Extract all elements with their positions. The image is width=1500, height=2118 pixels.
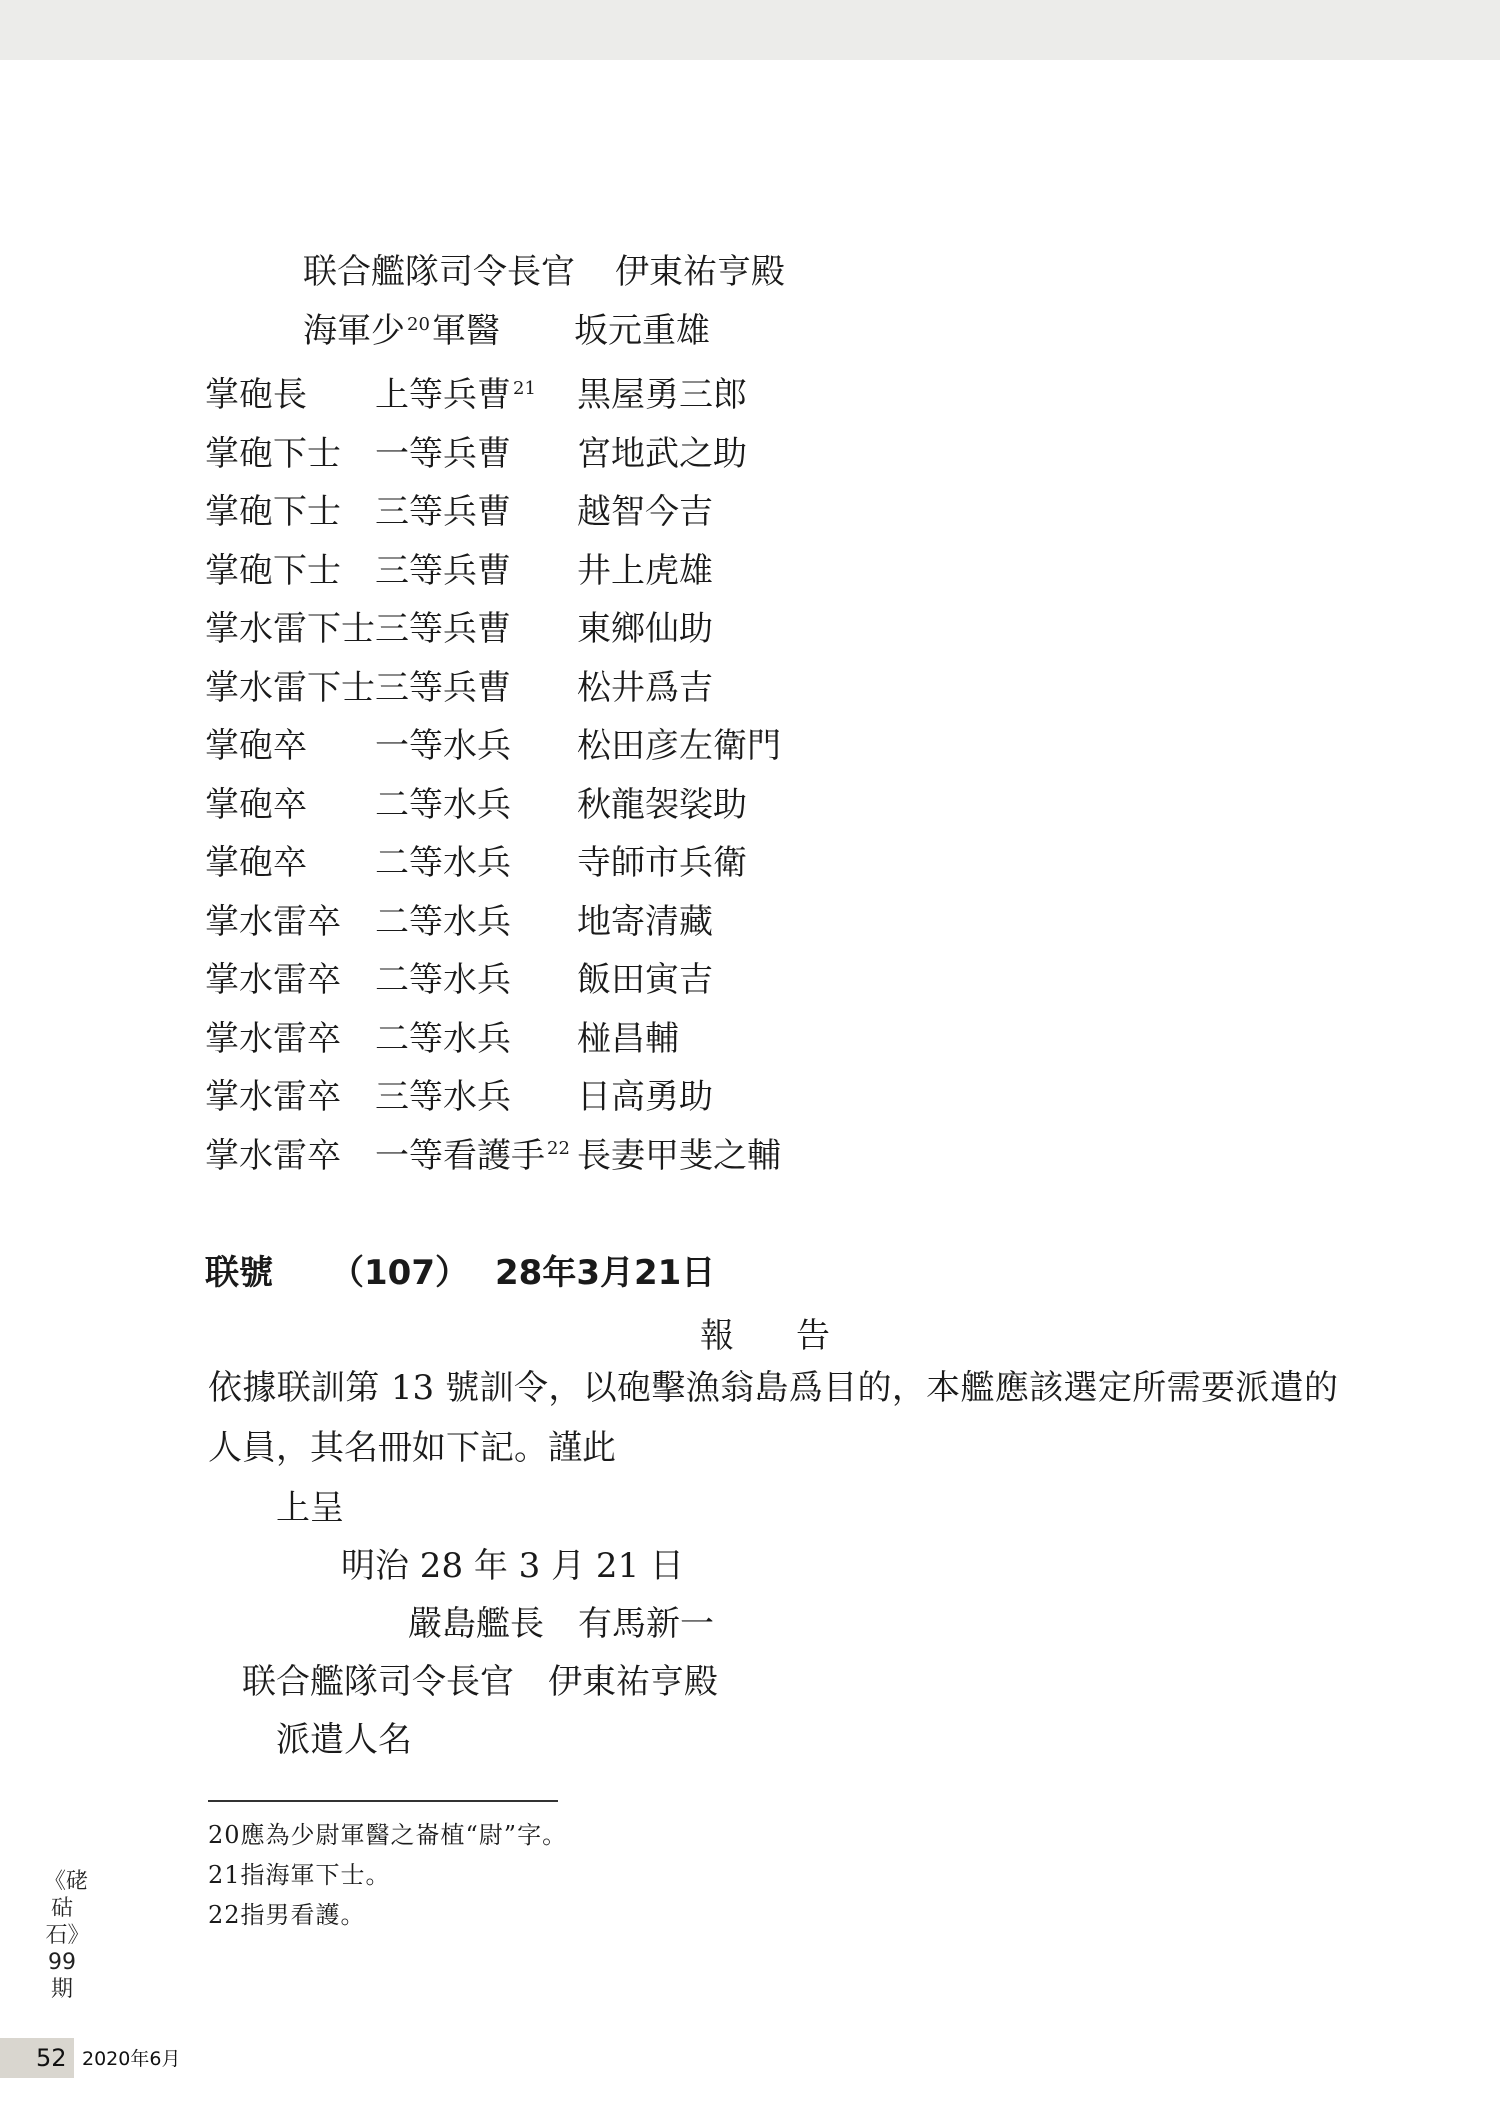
roster-post: 掌水雷卒 (205, 901, 341, 942)
footnote-ref-21: 21 (513, 377, 536, 399)
roster-post: 掌砲下士 (205, 492, 341, 532)
roster-name: 長妻甲斐之輔 (577, 1135, 781, 1176)
header-doctor-rank-b: 軍醫 (431, 311, 500, 351)
footnote-rule (208, 1800, 558, 1802)
report-recipient: 联合艦隊司令長官 伊東祐亨殿 (242, 1662, 718, 1702)
roster-name: 松井爲吉 (577, 667, 713, 708)
roster-name: 東鄉仙助 (577, 609, 713, 649)
roster-post: 掌砲卒 (205, 784, 307, 825)
roster-rank (375, 717, 511, 776)
roster-rank (375, 542, 511, 601)
section-number: （107） (330, 1253, 469, 1293)
report-list-heading: 派遣人名 (276, 1720, 412, 1760)
roster-name: 越智今吉 (577, 492, 713, 532)
roster-post: 掌水雷下士 (205, 609, 375, 649)
page-number: 52 (36, 2044, 67, 2072)
roster-post: 掌水雷卒 (205, 1018, 341, 1059)
header-recipient-line (303, 250, 785, 294)
footnote-ref-20: 20 (407, 313, 430, 335)
header-doctor-name: 坂元重雄 (574, 311, 710, 351)
roster-name: 宮地武之助 (577, 433, 747, 474)
roster-rank (375, 483, 511, 542)
roster-rank-text: 二等水兵 (375, 960, 511, 1000)
roster-rank-text: 二等水兵 (375, 1018, 511, 1059)
roster-rank (375, 893, 511, 952)
roster-rank (375, 425, 511, 484)
roster-name: 椪昌輔 (577, 1018, 679, 1059)
roster-rank (375, 951, 511, 1010)
roster-rank-text: 一等看護手 (375, 1135, 545, 1176)
roster-rank-text: 三等兵曹 (375, 492, 511, 532)
roster-name: 寺師市兵衛 (577, 843, 747, 883)
header-recipient-title: 联合艦隊司令長官 (303, 252, 575, 292)
roster-rank-text: 一等兵曹 (375, 433, 511, 474)
roster-rank-text: 一等水兵 (375, 726, 511, 766)
roster-rank (375, 1127, 572, 1186)
header-doctor-line (303, 309, 710, 353)
roster-rank (375, 1010, 511, 1069)
roster-rank-text: 二等水兵 (375, 843, 511, 883)
roster-name: 秋龍袈裟助 (577, 784, 747, 825)
section-label: 联號 (205, 1253, 273, 1293)
roster-rank-text: 三等兵曹 (375, 609, 511, 649)
journal-title-vertical: 《硓𥑮石》99期 (44, 1869, 89, 2002)
section-date: 28年3月21日 (495, 1253, 716, 1293)
roster-post: 掌水雷下士 (205, 667, 375, 708)
report-date: 明治 28 年 3 月 21 日 (341, 1546, 685, 1586)
roster-rank-text: 上等兵曹 (375, 375, 511, 415)
roster-post: 掌砲卒 (205, 843, 307, 883)
roster-rank (375, 776, 511, 835)
roster-rank-text: 三等水兵 (375, 1077, 511, 1117)
roster-rank-text: 二等水兵 (375, 784, 511, 825)
issue-date: 2020年6月 (82, 2048, 181, 2070)
roster-post: 掌水雷卒 (205, 1077, 341, 1117)
roster-rank (375, 600, 511, 659)
header-doctor-rank-a: 海軍少 (303, 311, 405, 351)
roster-post: 掌砲卒 (205, 726, 307, 766)
roster-name: 日高勇助 (577, 1077, 713, 1117)
footnote-22: 22指男看護。 (208, 1901, 366, 1929)
footnote-20: 20應為少尉軍醫之崙植“尉”字。 (208, 1821, 568, 1849)
roster-post: 掌砲長 (205, 375, 307, 415)
report-submit: 上呈 (276, 1488, 344, 1528)
roster-rank (375, 659, 511, 718)
roster-rank (375, 834, 511, 893)
roster-post: 掌水雷卒 (205, 960, 341, 1000)
roster-rank-text: 三等兵曹 (375, 550, 511, 591)
roster-post: 掌砲下士 (205, 433, 341, 474)
scan-top-band (0, 0, 1500, 60)
footnote-ref-22: 22 (547, 1138, 570, 1160)
report-sender: 嚴島艦長 有馬新一 (408, 1604, 714, 1644)
roster-rank (375, 1068, 511, 1127)
report-title: 報告 (700, 1316, 892, 1356)
roster-name: 飯田寅吉 (577, 960, 713, 1000)
roster-rank-text: 二等水兵 (375, 901, 511, 942)
footnote-21: 21指海軍下士。 (208, 1861, 391, 1889)
header-recipient-name: 伊東祐亨殿 (615, 252, 785, 292)
roster-rank (375, 366, 538, 425)
roster-name: 松田彦左衛門 (577, 726, 781, 766)
roster-name: 黒屋勇三郎 (577, 375, 747, 415)
roster-name: 地寄清藏 (577, 901, 713, 942)
report-body: 依據联訓第 13 號訓令，以砲擊漁翁島爲目的，本艦應該選定所需要派遣的人員，其名冊如下記。謹此 (208, 1368, 1338, 1468)
roster-name: 井上虎雄 (577, 550, 713, 591)
roster-post: 掌砲下士 (205, 550, 341, 591)
roster-post: 掌水雷卒 (205, 1135, 341, 1176)
roster-rank-text: 三等兵曹 (375, 667, 511, 708)
